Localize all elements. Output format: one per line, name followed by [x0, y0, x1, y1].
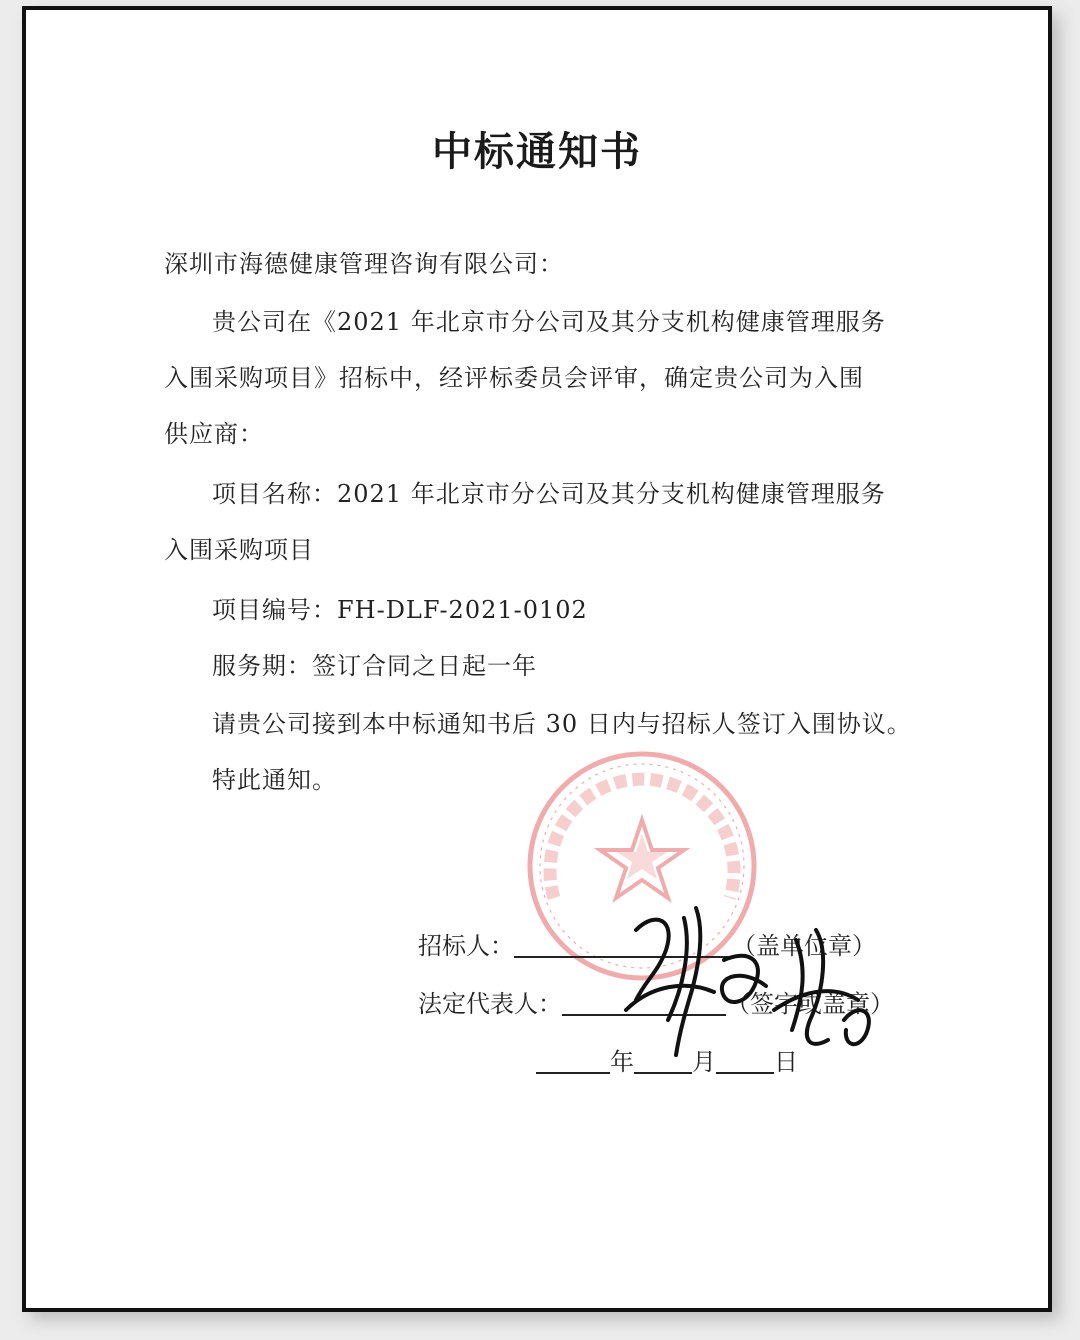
body-line-3: 供应商： [164, 420, 264, 448]
instruction: 请贵公司接到本中标通知书后 30 日内与招标人签订入围协议。 [212, 710, 912, 738]
body-line-2: 入围采购项目》招标中，经评标委员会评审，确定贵公司为入围 [164, 364, 864, 392]
date-day: 日 [774, 1048, 798, 1076]
document-frame [22, 6, 1052, 1312]
tenderer-note: （盖单位章） [732, 932, 876, 960]
project-name-line-2: 入围采购项目 [164, 536, 314, 564]
project-name [212, 474, 886, 509]
service-period-label: 服务期： [212, 652, 312, 680]
project-name-label: 项目名称： [212, 480, 337, 508]
legal-rep-label: 法定代表人： [418, 990, 562, 1018]
notice-page [26, 10, 1048, 1308]
body-line-1: 贵公司在《2021 年北京市分公司及其分支机构健康管理服务 [212, 308, 886, 336]
handwritten-signature-icon [596, 890, 906, 1090]
addressee: 深圳市海德健康管理咨询有限公司： [164, 250, 564, 278]
date-year: 年 [610, 1048, 634, 1076]
project-number-label: 项目编号： [212, 596, 337, 624]
service-period-value: 签订合同之日起一年 [312, 652, 537, 680]
project-number [212, 590, 588, 625]
closing: 特此通知。 [212, 766, 337, 794]
tenderer-label: 招标人： [418, 932, 514, 960]
legal-rep-note: （签字或盖章） [726, 990, 894, 1018]
document-title: 中标通知书 [432, 129, 642, 175]
service-period [212, 646, 537, 681]
date-month: 月 [692, 1048, 716, 1076]
project-number-value: FH-DLF-2021-0102 [337, 596, 588, 624]
project-name-line-1: 2021 年北京市分公司及其分支机构健康管理服务 [337, 480, 886, 508]
